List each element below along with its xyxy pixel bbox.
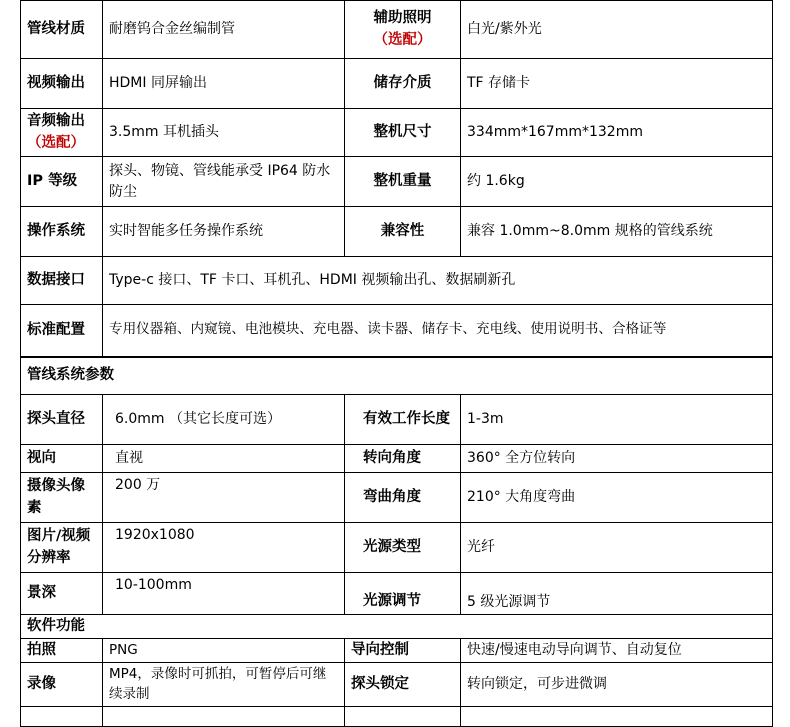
spec-table (20, 0, 773, 727)
spec-value: 光纤 (461, 523, 773, 573)
spec-label: 录像 (21, 663, 103, 707)
spec-value: 6.0mm （其它长度可选） (103, 395, 345, 445)
spec-label: 有效工作长度 (345, 395, 461, 445)
spec-row (21, 573, 773, 615)
spec-label: 视频输出 (21, 59, 103, 109)
spec-value: 专用仪器箱、内窥镜、电池模块、充电器、读卡器、储存卡、充电线、使用说明书、合格证等 (103, 305, 773, 357)
spec-value: 探头、物镜、管线能承受 IP64 防水防尘 (103, 157, 345, 207)
spec-label: 导向控制 (345, 639, 461, 663)
cut-cell (21, 707, 103, 727)
spec-label: 摄像头像素 (21, 473, 103, 523)
spec-value: 白光/紫外光 (461, 1, 773, 59)
spec-row (21, 639, 773, 663)
spec-label: 数据接口 (21, 257, 103, 305)
spec-row (21, 1, 773, 59)
spec-label: 视向 (21, 445, 103, 473)
optional-note: （选配） (373, 31, 432, 48)
spec-row (21, 109, 773, 157)
spec-value: 兼容 1.0mm~8.0mm 规格的管线系统 (461, 207, 773, 257)
spec-label (345, 1, 461, 59)
spec-label: 图片/视频分辨率 (21, 523, 103, 573)
spec-value: 3.5mm 耳机插头 (103, 109, 345, 157)
spec-label-text: 音频输出 (27, 113, 85, 130)
spec-label: 拍照 (21, 639, 103, 663)
spec-row (21, 207, 773, 257)
spec-value: 1920x1080 (103, 523, 345, 573)
section-title-software: 软件功能 (21, 615, 773, 639)
spec-label: 景深 (21, 573, 103, 615)
spec-label: 光源类型 (345, 523, 461, 573)
spec-label: 探头锁定 (345, 663, 461, 707)
spec-value: 转向锁定，可步进微调 (461, 663, 773, 707)
spec-label: 操作系统 (21, 207, 103, 257)
spec-value: 360° 全方位转向 (461, 445, 773, 473)
spec-label: IP 等级 (21, 157, 103, 207)
spec-value: HDMI 同屏输出 (103, 59, 345, 109)
spec-row (21, 445, 773, 473)
spec-label: 标准配置 (21, 305, 103, 357)
spec-label (21, 109, 103, 157)
spec-value: MP4，录像时可抓拍，可暂停后可继续录制 (103, 663, 345, 707)
section-header-row (21, 357, 773, 395)
spec-value: 10-100mm (103, 573, 345, 615)
spec-row (21, 257, 773, 305)
spec-value: Type-c 接口、TF 卡口、耳机孔、HDMI 视频输出孔、数据刷新孔 (103, 257, 773, 305)
spec-label: 弯曲角度 (345, 473, 461, 523)
spec-label: 整机尺寸 (345, 109, 461, 157)
spec-row (21, 59, 773, 109)
spec-value: 耐磨钨合金丝编制管 (103, 1, 345, 59)
spec-value: TF 存储卡 (461, 59, 773, 109)
spec-label: 探头直径 (21, 395, 103, 445)
spec-row (21, 663, 773, 707)
spec-label: 整机重量 (345, 157, 461, 207)
section-header-row (21, 615, 773, 639)
spec-label: 管线材质 (21, 1, 103, 59)
spec-row (21, 395, 773, 445)
cut-cell (461, 707, 773, 727)
spec-value: 210° 大角度弯曲 (461, 473, 773, 523)
optional-note: （选配） (27, 134, 85, 151)
spec-label: 光源调节 (345, 573, 461, 615)
spec-row-cut (21, 707, 773, 727)
cut-cell (103, 707, 345, 727)
spec-value: 5 级光源调节 (461, 573, 773, 615)
section-title-pipe: 管线系统参数 (21, 357, 773, 395)
spec-value: 快速/慢速电动导向调节、自动复位 (461, 639, 773, 663)
spec-value: 直视 (103, 445, 345, 473)
spec-value: PNG (103, 639, 345, 663)
spec-label: 兼容性 (345, 207, 461, 257)
spec-value: 1-3m (461, 395, 773, 445)
spec-label: 转向角度 (345, 445, 461, 473)
spec-row (21, 523, 773, 573)
spec-row (21, 305, 773, 357)
spec-value: 200 万 (103, 473, 345, 523)
spec-row (21, 157, 773, 207)
spec-value: 实时智能多任务操作系统 (103, 207, 345, 257)
spec-label-text: 辅助照明 (373, 10, 432, 27)
spec-value: 约 1.6kg (461, 157, 773, 207)
spec-label: 储存介质 (345, 59, 461, 109)
spec-row (21, 473, 773, 523)
spec-value: 334mm*167mm*132mm (461, 109, 773, 157)
cut-cell (345, 707, 461, 727)
